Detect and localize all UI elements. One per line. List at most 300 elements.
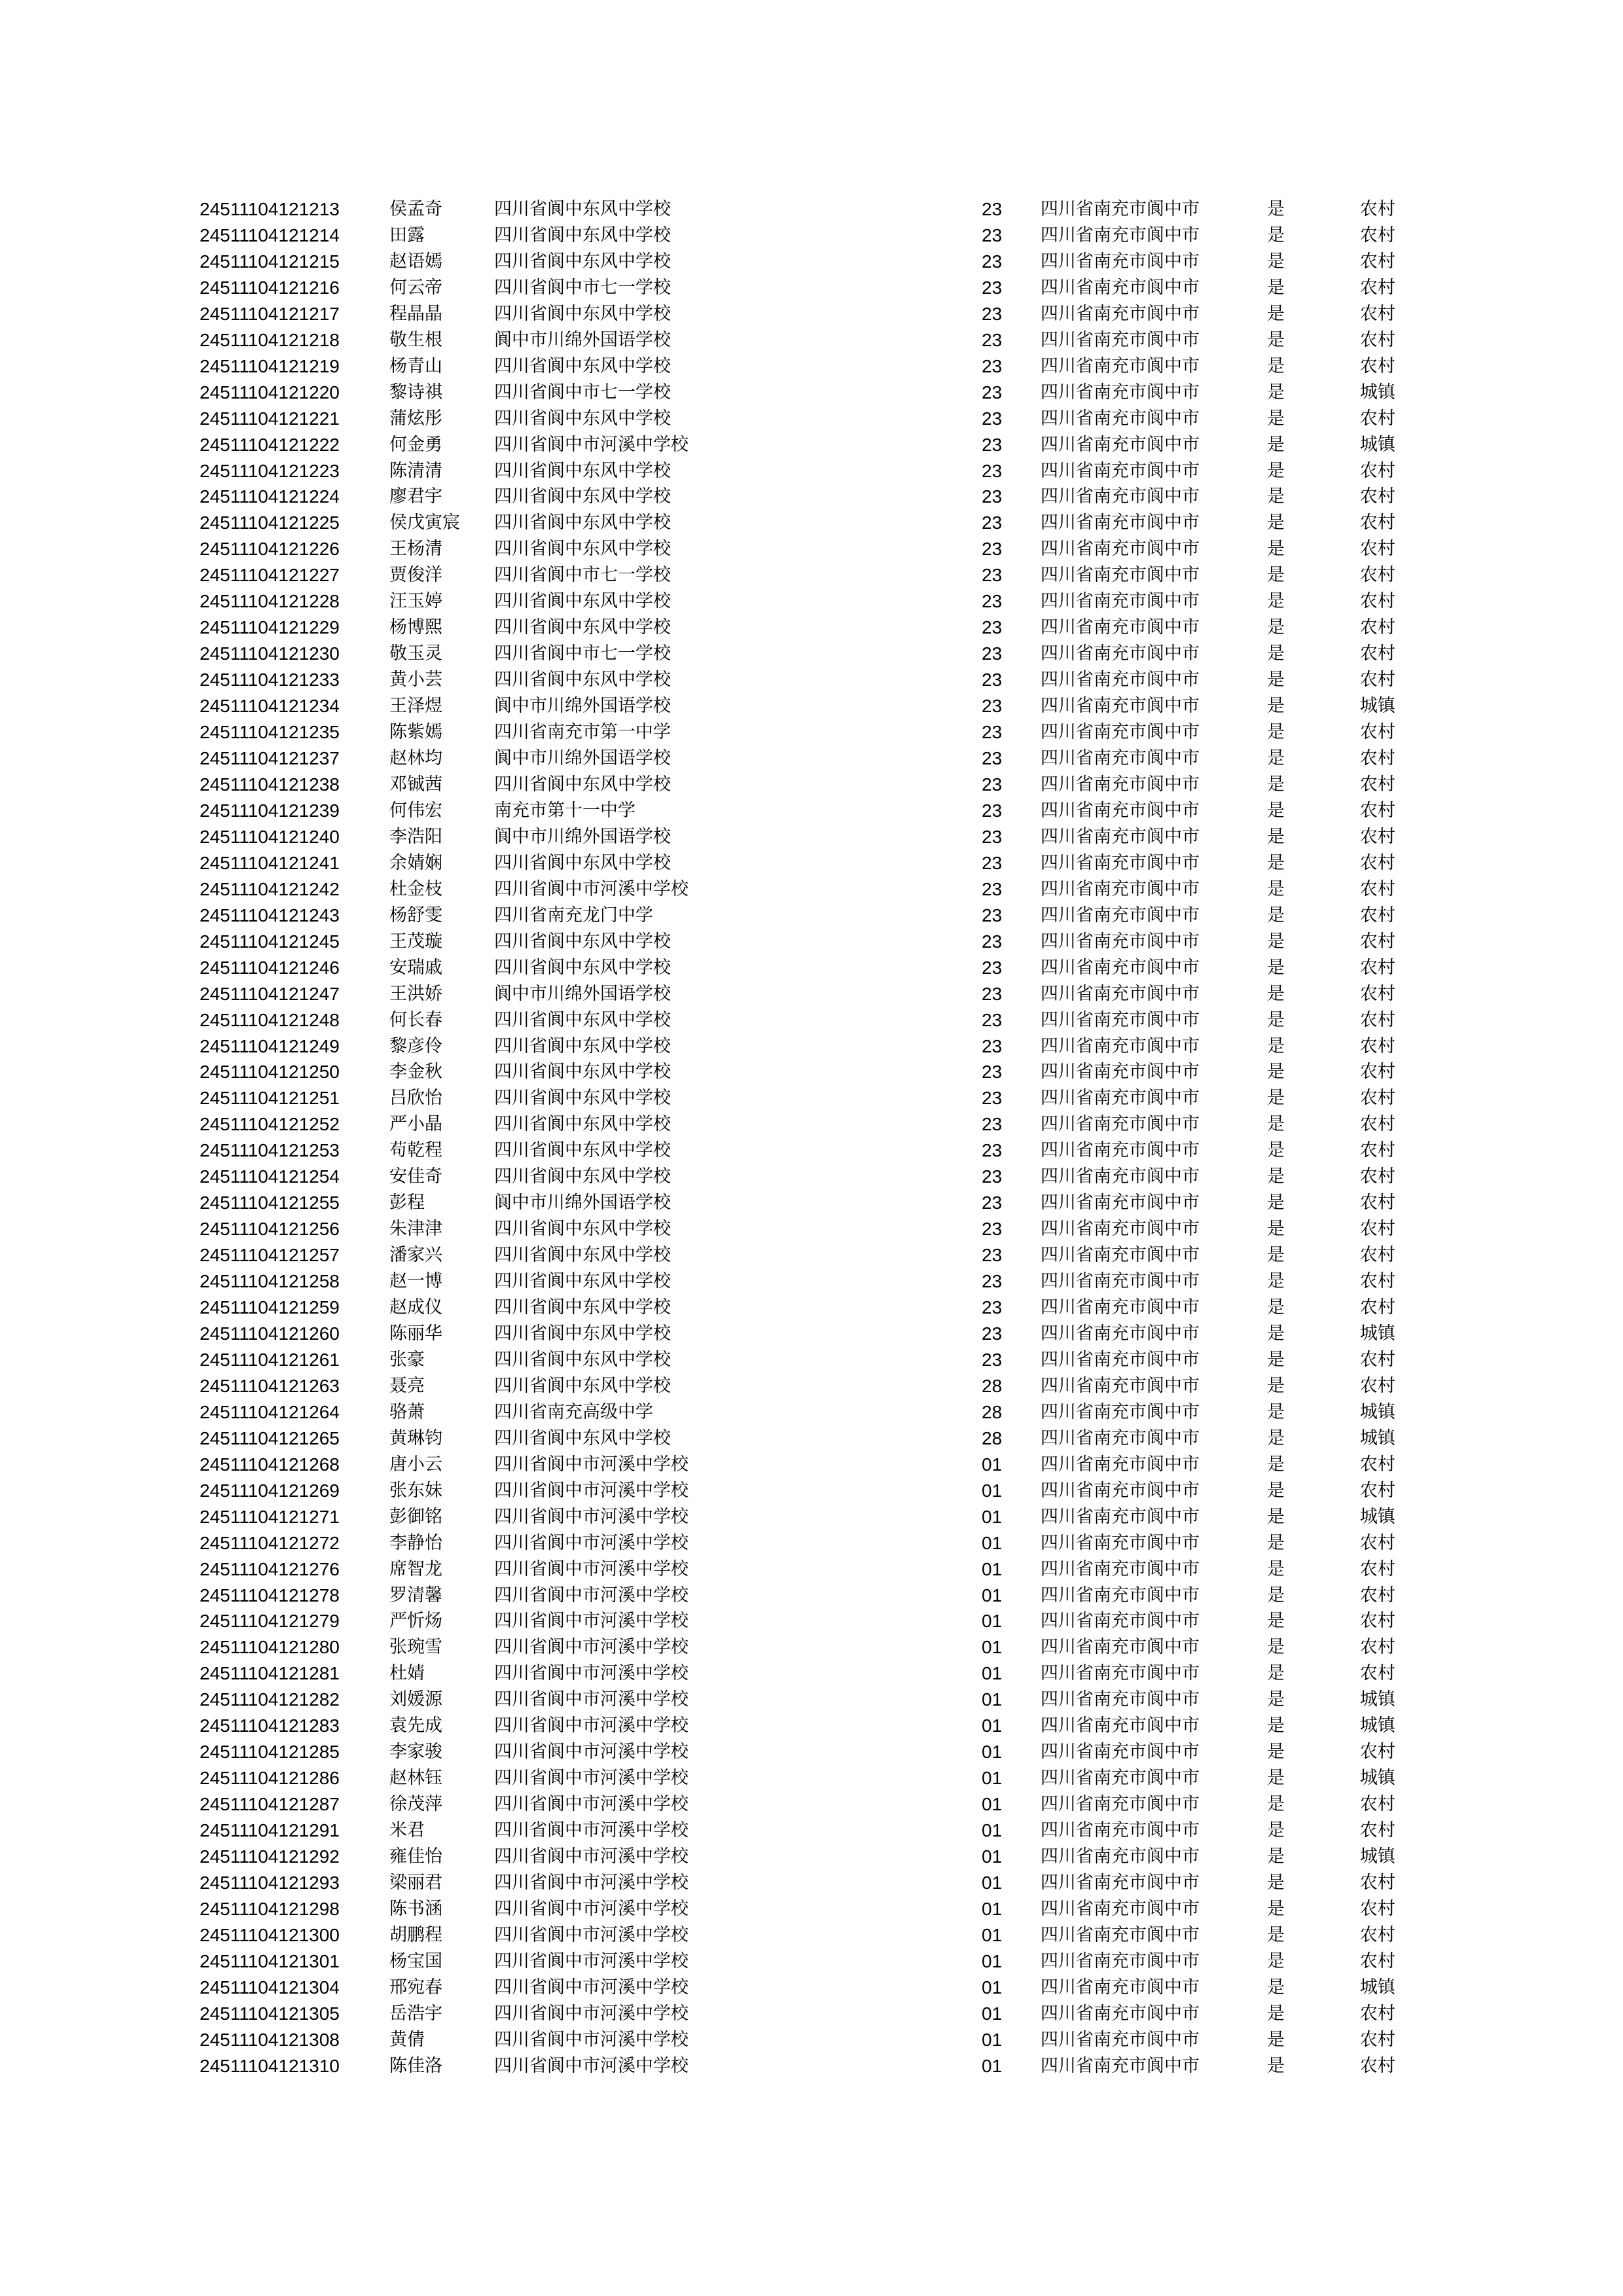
- student-name-cell: 李浩阳: [389, 826, 442, 847]
- school-name-cell: 四川省阆中市河溪中学校: [494, 1846, 688, 1867]
- student-name-cell: 陈清清: [389, 460, 442, 481]
- category-code-cell: 28: [982, 1427, 1003, 1448]
- table-row: [0, 1268, 1623, 1295]
- student-id-cell: 24511104121245: [200, 931, 340, 952]
- yes-flag-cell: 是: [1267, 1035, 1285, 1056]
- school-name-cell: 四川省阆中市河溪中学校: [494, 1585, 688, 1605]
- student-name-cell: 王洪娇: [389, 983, 442, 1004]
- table-row: [0, 1504, 1623, 1530]
- category-code-cell: 23: [982, 878, 1003, 899]
- area-type-cell: 城镇: [1360, 1977, 1395, 1998]
- table-row: [0, 1190, 1623, 1216]
- category-code-cell: 23: [982, 1140, 1003, 1161]
- area-type-cell: 农村: [1360, 878, 1395, 899]
- school-name-cell: 四川省阆中市河溪中学校: [494, 2029, 688, 2050]
- area-type-cell: 农村: [1360, 1245, 1395, 1266]
- school-name-cell: 四川省阆中市河溪中学校: [494, 1950, 688, 1971]
- school-name-cell: 四川省阆中市河溪中学校: [494, 1454, 688, 1475]
- student-id-cell: 24511104121227: [200, 565, 340, 586]
- yes-flag-cell: 是: [1267, 1637, 1285, 1658]
- yes-flag-cell: 是: [1267, 643, 1285, 664]
- student-id-cell: 24511104121310: [200, 2055, 340, 2076]
- region-cell: 四川省南充市阆中市: [1041, 983, 1200, 1004]
- area-type-cell: 农村: [1360, 591, 1395, 612]
- table-row: [0, 1138, 1623, 1164]
- region-cell: 四川省南充市阆中市: [1041, 1558, 1200, 1579]
- category-code-cell: 23: [982, 355, 1003, 376]
- student-name-cell: 朱津津: [389, 1219, 442, 1240]
- area-type-cell: 农村: [1360, 224, 1395, 245]
- school-name-cell: 四川省阆中市河溪中学校: [494, 1689, 688, 1710]
- table-row: [0, 353, 1623, 380]
- table-row: [0, 1321, 1623, 1347]
- student-id-cell: 24511104121271: [200, 1506, 340, 1527]
- student-name-cell: 李金秋: [389, 1062, 442, 1083]
- student-id-cell: 24511104121213: [200, 199, 340, 219]
- area-type-cell: 农村: [1360, 1375, 1395, 1396]
- category-code-cell: 23: [982, 722, 1003, 743]
- area-type-cell: 农村: [1360, 1219, 1395, 1240]
- school-name-cell: 四川省阆中东风中学校: [494, 408, 671, 429]
- student-name-cell: 岳浩宇: [389, 2003, 442, 2024]
- area-type-cell: 农村: [1360, 1454, 1395, 1475]
- region-cell: 四川省南充市阆中市: [1041, 931, 1200, 952]
- table-row: [0, 1216, 1623, 1242]
- region-cell: 四川省南充市阆中市: [1041, 224, 1200, 245]
- student-name-cell: 黄倩: [389, 2029, 425, 2050]
- student-name-cell: 刘媛源: [389, 1689, 442, 1710]
- school-name-cell: 四川省阆中东风中学校: [494, 1297, 671, 1318]
- area-type-cell: 城镇: [1360, 1401, 1395, 1422]
- student-name-cell: 徐茂萍: [389, 1794, 442, 1815]
- category-code-cell: 23: [982, 905, 1003, 925]
- table-row: [0, 641, 1623, 667]
- category-code-cell: 23: [982, 826, 1003, 847]
- category-code-cell: 01: [982, 1846, 1003, 1867]
- yes-flag-cell: 是: [1267, 1193, 1285, 1213]
- region-cell: 四川省南充市阆中市: [1041, 460, 1200, 481]
- student-name-cell: 何长春: [389, 1009, 442, 1030]
- student-id-cell: 24511104121218: [200, 329, 340, 350]
- student-name-cell: 蒲炫彤: [389, 408, 442, 429]
- student-name-cell: 邢宛春: [389, 1977, 442, 1998]
- student-id-cell: 24511104121216: [200, 277, 340, 298]
- yes-flag-cell: 是: [1267, 1585, 1285, 1605]
- student-id-cell: 24511104121230: [200, 643, 340, 664]
- student-name-cell: 苟乾程: [389, 1140, 442, 1161]
- table-row: [0, 1399, 1623, 1426]
- table-row: [0, 1765, 1623, 1791]
- category-code-cell: 23: [982, 852, 1003, 873]
- region-cell: 四川省南充市阆中市: [1041, 434, 1200, 455]
- student-name-cell: 雍佳怡: [389, 1846, 442, 1867]
- student-name-cell: 杜婧: [389, 1663, 425, 1684]
- school-name-cell: 四川省阆中东风中学校: [494, 1009, 671, 1030]
- area-type-cell: 农村: [1360, 643, 1395, 664]
- table-row: [0, 745, 1623, 772]
- student-id-cell: 24511104121254: [200, 1166, 340, 1187]
- student-id-cell: 24511104121258: [200, 1271, 340, 1292]
- area-type-cell: 农村: [1360, 1062, 1395, 1083]
- student-name-cell: 骆萧: [389, 1401, 425, 1422]
- category-code-cell: 01: [982, 1558, 1003, 1579]
- student-name-cell: 何云帝: [389, 277, 442, 298]
- area-type-cell: 农村: [1360, 1794, 1395, 1815]
- yes-flag-cell: 是: [1267, 1219, 1285, 1240]
- table-row: [0, 1007, 1623, 1033]
- area-type-cell: 农村: [1360, 1898, 1395, 1919]
- yes-flag-cell: 是: [1267, 905, 1285, 925]
- yes-flag-cell: 是: [1267, 1375, 1285, 1396]
- category-code-cell: 01: [982, 1768, 1003, 1789]
- school-name-cell: 四川省阆中东风中学校: [494, 251, 671, 272]
- category-code-cell: 01: [982, 1663, 1003, 1684]
- student-name-cell: 李静怡: [389, 1532, 442, 1553]
- yes-flag-cell: 是: [1267, 1088, 1285, 1109]
- region-cell: 四川省南充市阆中市: [1041, 591, 1200, 612]
- yes-flag-cell: 是: [1267, 303, 1285, 324]
- student-name-cell: 杨宝国: [389, 1950, 442, 1971]
- yes-flag-cell: 是: [1267, 251, 1285, 272]
- yes-flag-cell: 是: [1267, 1480, 1285, 1501]
- region-cell: 四川省南充市阆中市: [1041, 774, 1200, 795]
- category-code-cell: 01: [982, 1532, 1003, 1553]
- school-name-cell: 四川省阆中东风中学校: [494, 1271, 671, 1292]
- student-id-cell: 24511104121286: [200, 1768, 340, 1789]
- table-row: [0, 903, 1623, 929]
- area-type-cell: 城镇: [1360, 434, 1395, 455]
- student-name-cell: 米君: [389, 1820, 425, 1841]
- student-name-cell: 王杨清: [389, 539, 442, 560]
- student-name-cell: 赵林钰: [389, 1768, 442, 1789]
- area-type-cell: 农村: [1360, 722, 1395, 743]
- table-row: [0, 1164, 1623, 1190]
- student-id-cell: 24511104121237: [200, 748, 340, 769]
- yes-flag-cell: 是: [1267, 1427, 1285, 1448]
- region-cell: 四川省南充市阆中市: [1041, 1323, 1200, 1344]
- region-cell: 四川省南充市阆中市: [1041, 1114, 1200, 1135]
- school-name-cell: 四川省阆中市河溪中学校: [494, 1506, 688, 1527]
- region-cell: 四川省南充市阆中市: [1041, 1611, 1200, 1632]
- region-cell: 四川省南充市阆中市: [1041, 1663, 1200, 1684]
- category-code-cell: 01: [982, 1454, 1003, 1475]
- area-type-cell: 农村: [1360, 565, 1395, 586]
- student-id-cell: 24511104121222: [200, 434, 340, 455]
- yes-flag-cell: 是: [1267, 696, 1285, 717]
- student-name-cell: 余婧娴: [389, 852, 442, 873]
- table-row: [0, 615, 1623, 641]
- student-name-cell: 安佳奇: [389, 1166, 442, 1187]
- school-name-cell: 四川省阆中东风中学校: [494, 1427, 671, 1448]
- table-row: [0, 301, 1623, 327]
- area-type-cell: 农村: [1360, 1349, 1395, 1370]
- school-name-cell: 四川省阆中市河溪中学校: [494, 1924, 688, 1945]
- region-cell: 四川省南充市阆中市: [1041, 2055, 1200, 2076]
- student-name-cell: 廖君宇: [389, 486, 442, 507]
- table-row: [0, 1713, 1623, 1739]
- table-row: [0, 981, 1623, 1007]
- region-cell: 四川省南充市阆中市: [1041, 303, 1200, 324]
- region-cell: 四川省南充市阆中市: [1041, 329, 1200, 350]
- student-id-cell: 24511104121229: [200, 617, 340, 638]
- student-id-cell: 24511104121276: [200, 1558, 340, 1579]
- roster-table: [0, 196, 1623, 2079]
- table-row: [0, 275, 1623, 301]
- region-cell: 四川省南充市阆中市: [1041, 486, 1200, 507]
- yes-flag-cell: 是: [1267, 565, 1285, 586]
- table-row: [0, 1791, 1623, 1818]
- table-row: [0, 1739, 1623, 1765]
- yes-flag-cell: 是: [1267, 1846, 1285, 1867]
- category-code-cell: 23: [982, 1323, 1003, 1344]
- category-code-cell: 28: [982, 1401, 1003, 1422]
- student-name-cell: 席智龙: [389, 1558, 442, 1579]
- student-name-cell: 王泽煜: [389, 696, 442, 717]
- student-id-cell: 24511104121219: [200, 355, 340, 376]
- category-code-cell: 01: [982, 1742, 1003, 1763]
- region-cell: 四川省南充市阆中市: [1041, 1297, 1200, 1318]
- category-code-cell: 23: [982, 617, 1003, 638]
- yes-flag-cell: 是: [1267, 1140, 1285, 1161]
- table-row: [0, 432, 1623, 458]
- school-name-cell: 四川省阆中市河溪中学校: [494, 1977, 688, 1998]
- school-name-cell: 四川省阆中东风中学校: [494, 1349, 671, 1370]
- category-code-cell: 23: [982, 774, 1003, 795]
- area-type-cell: 农村: [1360, 512, 1395, 533]
- region-cell: 四川省南充市阆中市: [1041, 1742, 1200, 1763]
- student-name-cell: 田露: [389, 224, 425, 245]
- student-id-cell: 24511104121234: [200, 696, 340, 717]
- region-cell: 四川省南充市阆中市: [1041, 1820, 1200, 1841]
- student-name-cell: 陈佳洛: [389, 2055, 442, 2076]
- yes-flag-cell: 是: [1267, 1715, 1285, 1736]
- category-code-cell: 23: [982, 1009, 1003, 1030]
- student-id-cell: 24511104121242: [200, 878, 340, 899]
- student-name-cell: 汪玉婷: [389, 591, 442, 612]
- yes-flag-cell: 是: [1267, 277, 1285, 298]
- category-code-cell: 01: [982, 1873, 1003, 1893]
- student-name-cell: 罗清馨: [389, 1585, 442, 1605]
- area-type-cell: 农村: [1360, 1271, 1395, 1292]
- yes-flag-cell: 是: [1267, 2055, 1285, 2076]
- region-cell: 四川省南充市阆中市: [1041, 1035, 1200, 1056]
- school-name-cell: 四川省阆中东风中学校: [494, 1166, 671, 1187]
- student-name-cell: 黎彦伶: [389, 1035, 442, 1056]
- table-row: [0, 850, 1623, 876]
- student-name-cell: 赵成仪: [389, 1297, 442, 1318]
- category-code-cell: 01: [982, 1950, 1003, 1971]
- region-cell: 四川省南充市阆中市: [1041, 408, 1200, 429]
- yes-flag-cell: 是: [1267, 1794, 1285, 1815]
- category-code-cell: 23: [982, 931, 1003, 952]
- yes-flag-cell: 是: [1267, 2003, 1285, 2024]
- school-name-cell: 四川省阆中东风中学校: [494, 774, 671, 795]
- area-type-cell: 农村: [1360, 486, 1395, 507]
- school-name-cell: 阆中市川绵外国语学校: [494, 1193, 671, 1213]
- category-code-cell: 23: [982, 1271, 1003, 1292]
- student-id-cell: 24511104121263: [200, 1375, 340, 1396]
- student-id-cell: 24511104121264: [200, 1401, 340, 1422]
- category-code-cell: 23: [982, 1219, 1003, 1240]
- region-cell: 四川省南充市阆中市: [1041, 1219, 1200, 1240]
- area-type-cell: 农村: [1360, 1585, 1395, 1605]
- region-cell: 四川省南充市阆中市: [1041, 1245, 1200, 1266]
- school-name-cell: 四川省阆中东风中学校: [494, 355, 671, 376]
- school-name-cell: 四川省阆中东风中学校: [494, 303, 671, 324]
- student-id-cell: 24511104121223: [200, 460, 340, 481]
- yes-flag-cell: 是: [1267, 224, 1285, 245]
- yes-flag-cell: 是: [1267, 1924, 1285, 1945]
- category-code-cell: 23: [982, 957, 1003, 978]
- region-cell: 四川省南充市阆中市: [1041, 1924, 1200, 1945]
- school-name-cell: 四川省阆中东风中学校: [494, 591, 671, 612]
- area-type-cell: 农村: [1360, 1742, 1395, 1763]
- school-name-cell: 阆中市川绵外国语学校: [494, 696, 671, 717]
- school-name-cell: 四川省阆中市七一学校: [494, 643, 671, 664]
- yes-flag-cell: 是: [1267, 1742, 1285, 1763]
- table-row: [0, 1085, 1623, 1111]
- yes-flag-cell: 是: [1267, 1062, 1285, 1083]
- yes-flag-cell: 是: [1267, 591, 1285, 612]
- student-name-cell: 侯戊寅宸: [389, 512, 460, 533]
- school-name-cell: 四川省阆中市河溪中学校: [494, 2055, 688, 2076]
- table-row: [0, 667, 1623, 693]
- student-id-cell: 24511104121279: [200, 1611, 340, 1632]
- yes-flag-cell: 是: [1267, 329, 1285, 350]
- yes-flag-cell: 是: [1267, 539, 1285, 560]
- table-row: [0, 536, 1623, 562]
- student-id-cell: 24511104121265: [200, 1427, 340, 1448]
- school-name-cell: 四川省阆中东风中学校: [494, 931, 671, 952]
- student-name-cell: 黄琳钧: [389, 1427, 442, 1448]
- area-type-cell: 农村: [1360, 1140, 1395, 1161]
- region-cell: 四川省南充市阆中市: [1041, 251, 1200, 272]
- table-row: [0, 2027, 1623, 2053]
- category-code-cell: 01: [982, 1820, 1003, 1841]
- student-id-cell: 24511104121257: [200, 1245, 340, 1266]
- table-row: [0, 955, 1623, 981]
- region-cell: 四川省南充市阆中市: [1041, 565, 1200, 586]
- region-cell: 四川省南充市阆中市: [1041, 1532, 1200, 1553]
- table-row: [0, 1033, 1623, 1060]
- student-id-cell: 24511104121301: [200, 1950, 340, 1971]
- school-name-cell: 四川省阆中东风中学校: [494, 460, 671, 481]
- category-code-cell: 23: [982, 1245, 1003, 1266]
- table-row: [0, 1242, 1623, 1268]
- student-id-cell: 24511104121298: [200, 1898, 340, 1919]
- school-name-cell: 四川省阆中东风中学校: [494, 1219, 671, 1240]
- category-code-cell: 23: [982, 251, 1003, 272]
- area-type-cell: 农村: [1360, 1009, 1395, 1030]
- region-cell: 四川省南充市阆中市: [1041, 1977, 1200, 1998]
- yes-flag-cell: 是: [1267, 1166, 1285, 1187]
- region-cell: 四川省南充市阆中市: [1041, 1193, 1200, 1213]
- region-cell: 四川省南充市阆中市: [1041, 722, 1200, 743]
- school-name-cell: 四川省阆中市河溪中学校: [494, 1820, 688, 1841]
- region-cell: 四川省南充市阆中市: [1041, 617, 1200, 638]
- category-code-cell: 23: [982, 1035, 1003, 1056]
- category-code-cell: 23: [982, 460, 1003, 481]
- yes-flag-cell: 是: [1267, 1873, 1285, 1893]
- category-code-cell: 28: [982, 1375, 1003, 1396]
- school-name-cell: 四川省阆中市河溪中学校: [494, 1663, 688, 1684]
- area-type-cell: 农村: [1360, 826, 1395, 847]
- table-row: [0, 1896, 1623, 1922]
- student-name-cell: 何金勇: [389, 434, 442, 455]
- school-name-cell: 阆中市川绵外国语学校: [494, 329, 671, 350]
- student-id-cell: 24511104121292: [200, 1846, 340, 1867]
- student-name-cell: 杜金枝: [389, 878, 442, 899]
- yes-flag-cell: 是: [1267, 617, 1285, 638]
- category-code-cell: 01: [982, 1637, 1003, 1658]
- category-code-cell: 23: [982, 1349, 1003, 1370]
- school-name-cell: 四川省阆中市七一学校: [494, 565, 671, 586]
- school-name-cell: 四川省阆中市河溪中学校: [494, 878, 688, 899]
- region-cell: 四川省南充市阆中市: [1041, 957, 1200, 978]
- yes-flag-cell: 是: [1267, 434, 1285, 455]
- category-code-cell: 01: [982, 1924, 1003, 1945]
- category-code-cell: 01: [982, 1585, 1003, 1605]
- area-type-cell: 农村: [1360, 1611, 1395, 1632]
- area-type-cell: 农村: [1360, 748, 1395, 769]
- student-id-cell: 24511104121285: [200, 1742, 340, 1763]
- area-type-cell: 农村: [1360, 460, 1395, 481]
- student-id-cell: 24511104121252: [200, 1114, 340, 1135]
- student-id-cell: 24511104121250: [200, 1062, 340, 1083]
- table-row: [0, 1844, 1623, 1870]
- school-name-cell: 四川省阆中市河溪中学校: [494, 1794, 688, 1815]
- student-id-cell: 24511104121308: [200, 2029, 340, 2050]
- yes-flag-cell: 是: [1267, 199, 1285, 219]
- yes-flag-cell: 是: [1267, 408, 1285, 429]
- table-row: [0, 380, 1623, 406]
- student-id-cell: 24511104121247: [200, 983, 340, 1004]
- region-cell: 四川省南充市阆中市: [1041, 1401, 1200, 1422]
- yes-flag-cell: 是: [1267, 1532, 1285, 1553]
- table-row: [0, 588, 1623, 615]
- yes-flag-cell: 是: [1267, 1454, 1285, 1475]
- table-row: [0, 1660, 1623, 1687]
- student-id-cell: 24511104121246: [200, 957, 340, 978]
- school-name-cell: 四川省阆中市河溪中学校: [494, 1768, 688, 1789]
- table-row: [0, 1634, 1623, 1660]
- yes-flag-cell: 是: [1267, 1663, 1285, 1684]
- area-type-cell: 农村: [1360, 1035, 1395, 1056]
- table-row: [0, 249, 1623, 275]
- student-id-cell: 24511104121272: [200, 1532, 340, 1553]
- region-cell: 四川省南充市阆中市: [1041, 643, 1200, 664]
- school-name-cell: 四川省阆中东风中学校: [494, 512, 671, 533]
- student-id-cell: 24511104121251: [200, 1088, 340, 1109]
- category-code-cell: 23: [982, 748, 1003, 769]
- table-row: [0, 1373, 1623, 1399]
- category-code-cell: 01: [982, 1611, 1003, 1632]
- category-code-cell: 01: [982, 1480, 1003, 1501]
- region-cell: 四川省南充市阆中市: [1041, 277, 1200, 298]
- student-id-cell: 24511104121268: [200, 1454, 340, 1475]
- area-type-cell: 农村: [1360, 2029, 1395, 2050]
- school-name-cell: 四川省阆中市河溪中学校: [494, 1873, 688, 1893]
- yes-flag-cell: 是: [1267, 2029, 1285, 2050]
- school-name-cell: 四川省南充高级中学: [494, 1401, 653, 1422]
- table-row: [0, 1583, 1623, 1609]
- region-cell: 四川省南充市阆中市: [1041, 512, 1200, 533]
- table-row: [0, 824, 1623, 850]
- category-code-cell: 01: [982, 1977, 1003, 1998]
- category-code-cell: 01: [982, 1689, 1003, 1710]
- table-row: [0, 876, 1623, 903]
- region-cell: 四川省南充市阆中市: [1041, 1140, 1200, 1161]
